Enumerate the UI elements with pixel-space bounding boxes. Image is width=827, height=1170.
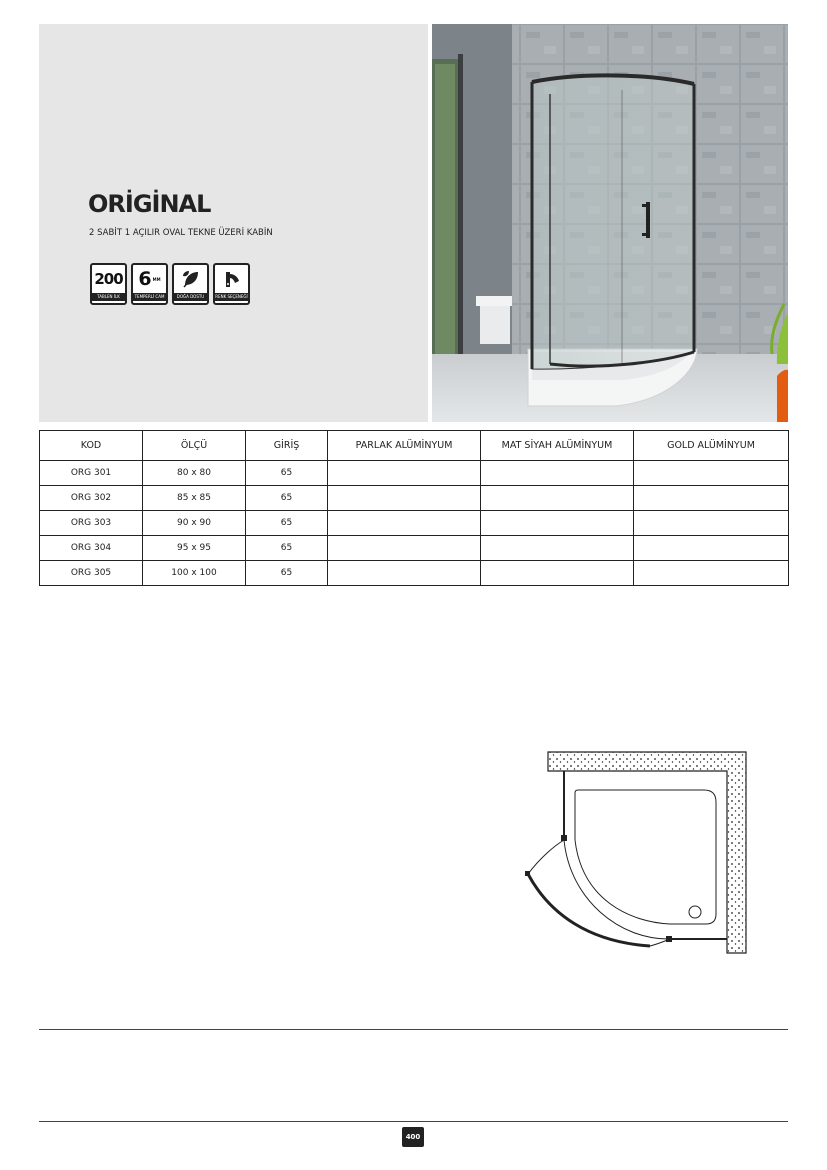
badge-label: RENK SEÇENEĞİ xyxy=(215,294,248,299)
cell-entry: 65 xyxy=(246,536,328,561)
cell-code: ORG 304 xyxy=(40,536,143,561)
cell-mat-siyah xyxy=(481,461,634,486)
badge-value: 6 xyxy=(138,268,152,290)
technical-plan-drawing xyxy=(520,750,752,960)
cell-parlak xyxy=(328,561,481,586)
cell-parlak xyxy=(328,486,481,511)
badge-glass xyxy=(131,263,168,305)
cell-parlak xyxy=(328,511,481,536)
cell-mat-siyah xyxy=(481,486,634,511)
cell-gold xyxy=(634,536,789,561)
cell-gold xyxy=(634,511,789,536)
cell-code: ORG 303 xyxy=(40,511,143,536)
badge-label: DOĞA DOSTU xyxy=(174,293,207,301)
badge-label: TEMPERLİ CAM xyxy=(134,294,165,299)
cell-mat-siyah xyxy=(481,561,634,586)
page-number: 400 xyxy=(402,1127,424,1147)
badge-color xyxy=(213,263,250,305)
cell-size: 95 x 95 xyxy=(143,536,246,561)
table-row xyxy=(40,461,789,486)
header-parlak-aluminyum: PARLAK ALÜMİNYUM xyxy=(328,431,481,461)
header-olcu: ÖLÇÜ xyxy=(143,431,246,461)
header-giris: GİRİŞ xyxy=(246,431,328,461)
header-gold-aluminyum: GOLD ALÜMİNYUM xyxy=(634,431,789,461)
header-mat-siyah-aluminyum: MAT SİYAH ALÜMİNYUM xyxy=(481,431,634,461)
badge-200 xyxy=(90,263,127,305)
product-info-panel xyxy=(39,24,428,422)
cell-entry: 65 xyxy=(246,511,328,536)
cell-code: ORG 301 xyxy=(40,461,143,486)
badge-unit: MM xyxy=(152,276,161,282)
cell-size: 90 x 90 xyxy=(143,511,246,536)
product-subtitle: 2 SABİT 1 AÇILIR OVAL TEKNE ÜZERİ KABİN xyxy=(89,228,273,238)
header-kod: KOD xyxy=(40,431,143,461)
eco-leaf-icon xyxy=(181,269,201,289)
feature-badges xyxy=(90,263,250,305)
divider-line xyxy=(39,1029,788,1030)
footer-divider-line xyxy=(39,1121,788,1122)
cell-gold xyxy=(634,486,789,511)
cell-size: 85 x 85 xyxy=(143,486,246,511)
badge-eco xyxy=(172,263,209,305)
color-options-icon xyxy=(222,269,242,289)
cell-parlak xyxy=(328,536,481,561)
cell-entry: 65 xyxy=(246,561,328,586)
shower-cabin-photo xyxy=(432,24,788,422)
table-row xyxy=(40,536,789,561)
badge-label: TABLEN İLK xyxy=(92,293,125,301)
product-title: ORİGİNAL xyxy=(88,190,211,218)
cell-entry: 65 xyxy=(246,486,328,511)
product-photo xyxy=(432,24,788,422)
cell-code: ORG 305 xyxy=(40,561,143,586)
cell-code: ORG 302 xyxy=(40,486,143,511)
cell-gold xyxy=(634,461,789,486)
cell-size: 80 x 80 xyxy=(143,461,246,486)
table-row xyxy=(40,561,789,586)
cell-size: 100 x 100 xyxy=(143,561,246,586)
table-row xyxy=(40,511,789,536)
badge-value: 200 xyxy=(94,270,123,288)
cell-entry: 65 xyxy=(246,461,328,486)
price-table xyxy=(39,430,789,586)
cell-mat-siyah xyxy=(481,536,634,561)
cell-mat-siyah xyxy=(481,511,634,536)
table-header-row xyxy=(40,431,789,461)
cell-parlak xyxy=(328,461,481,486)
table-row xyxy=(40,486,789,511)
cell-gold xyxy=(634,561,789,586)
